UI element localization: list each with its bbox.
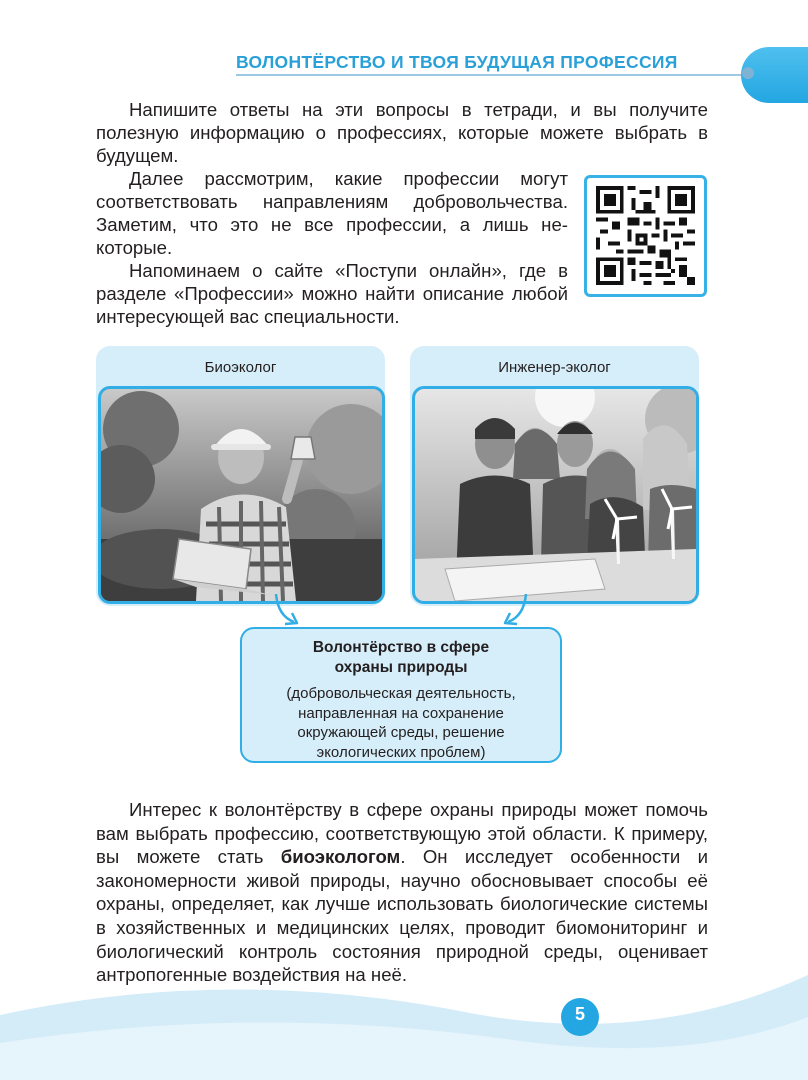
volunteering-box [240,627,562,763]
arrow-right-icon [494,592,534,632]
arrow-left-icon [270,592,310,632]
volunteering-description: (добровольческая деятельность, направленная на сохранение окружающей среды, решение экологических проблем) [286,685,516,761]
panel-label-eco-engineer: Инженер-эколог [498,359,611,376]
header-rule [236,74,748,76]
panel-eco-engineer [410,346,699,606]
panel-bioecologist [96,346,385,606]
bottom-text-1: Интерес к волонтёрству в сфере охраны природы может помочь вам выбрать профессию, соответствующую этой области. К примеру, вы можете стать [96,799,708,868]
qr-code[interactable] [584,175,707,297]
running-header: ВОЛОНТЁРСТВО И ТВОЯ БУДУЩАЯ ПРОФЕССИЯ [236,52,678,72]
footer-wave [0,955,808,1080]
paragraph-website: Напоминаем о сайте «Поступи онлайн», где в разделе «Профессии» можно найти описание любой интересующей вас специальности. [96,260,568,327]
volunteering-title: Волонтёрство в сфере охраны природы [312,639,490,676]
paragraph-professions: Далее рассмотрим, какие профессии могут соответствовать направлениям добровольчества. Заметим, что это не все профессии, а лишь некоторые. [96,168,568,258]
photo-bioecologist [98,386,385,604]
bottom-text-2: . Он исследует особенности и закономерности живой природы, научно обосновывает способы её охраны, определяет, как лучше использовать биологические системы в хозяйственных и медицинских целях, проводит биомониторинг и биологический контроль состояния природной среды, оценивает антропогенные воздействия на неё. [96,846,708,986]
header-dot [742,67,754,79]
panel-label-bioecologist: Биоэколог [204,359,277,376]
qr-code-icon [596,186,695,285]
photo-eco-engineer [412,386,699,604]
page-number: 5 [574,1004,585,1024]
term-bioecologist: биоэкологом [280,846,401,868]
intro-paragraph: Напишите ответы на эти вопросы в тетради, и вы получите полезную информацию о профессиях, которые можете выбрать в будущем. [96,99,708,166]
